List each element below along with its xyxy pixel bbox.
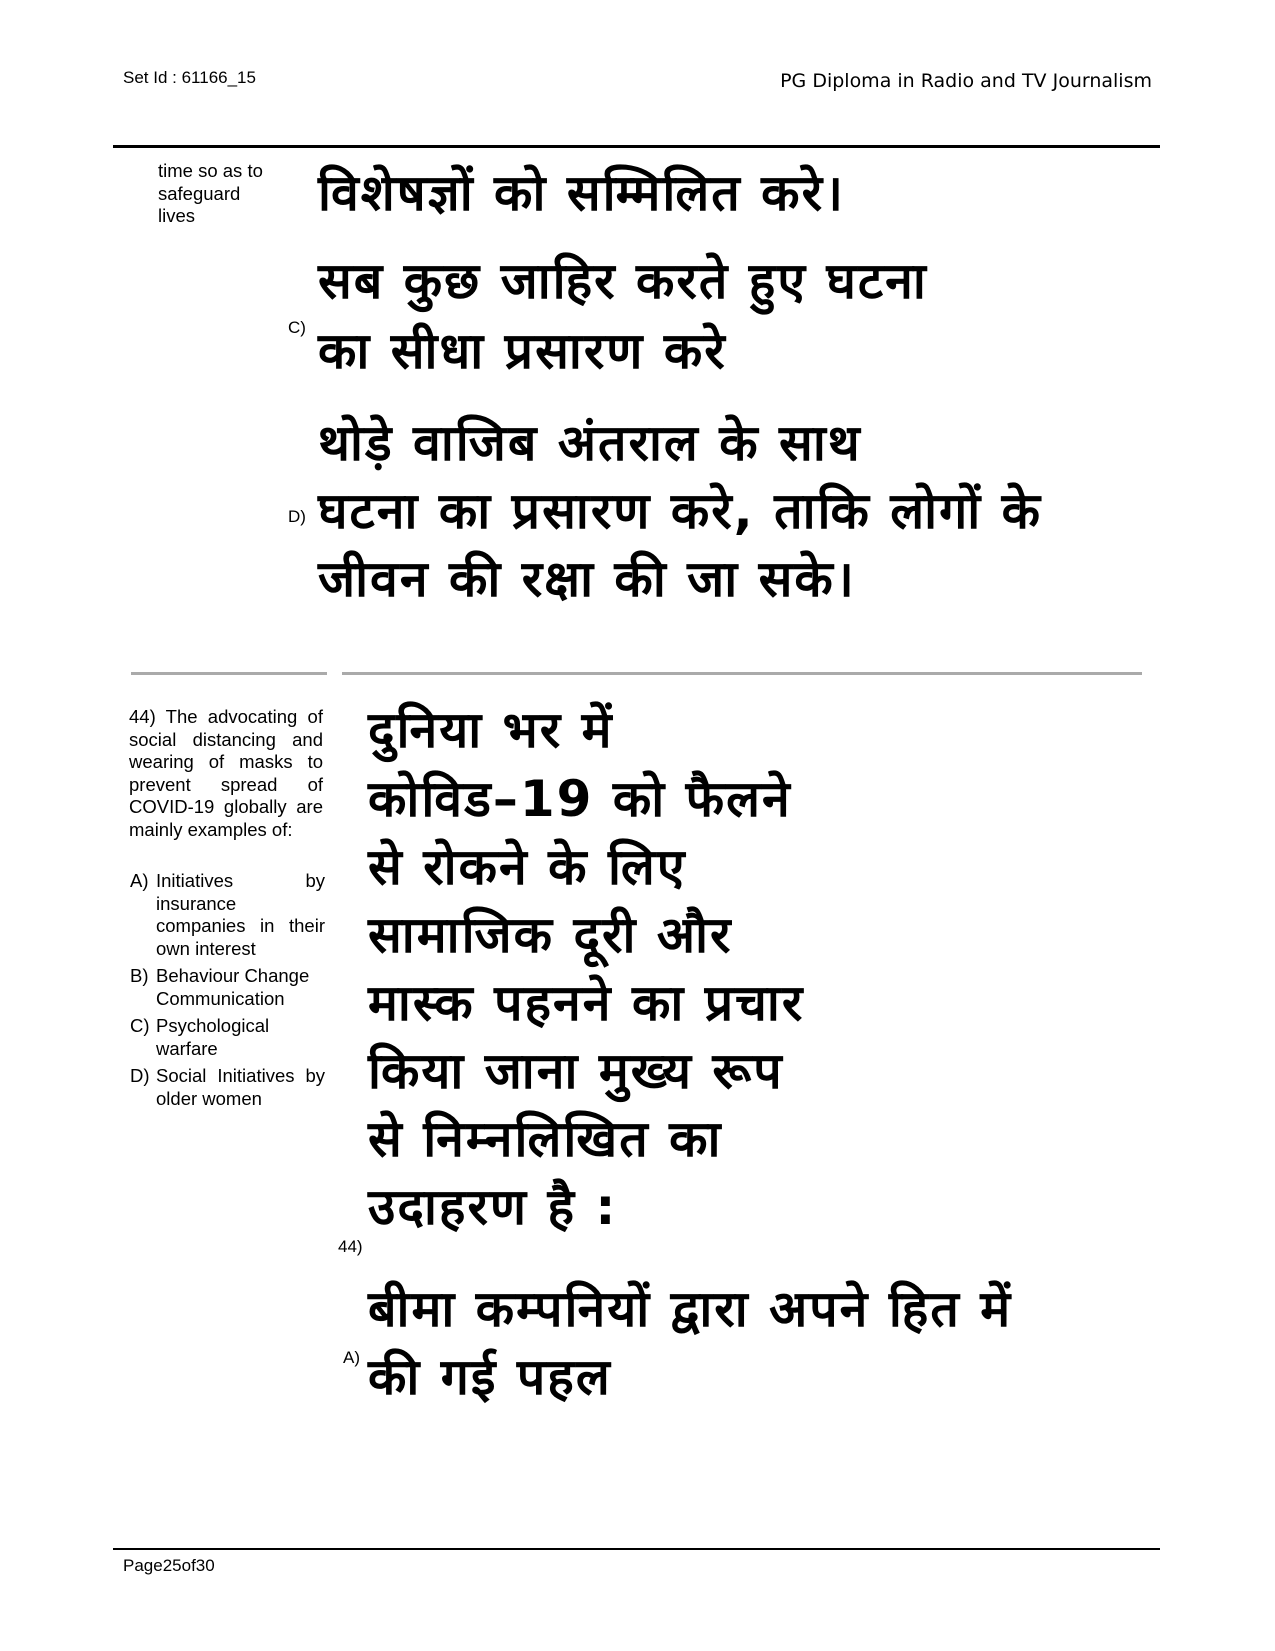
english-option-d xyxy=(130,1065,325,1110)
option-c-line-1: सब कुछ जाहिर करते हुए घटना xyxy=(318,252,928,310)
english-option-b-text: Behaviour Change Communication xyxy=(156,965,310,1009)
option-d-label: D) xyxy=(288,507,306,526)
hindi-option-a-line-1: बीमा कम्पनियों द्वारा अपने हित में xyxy=(368,1280,1013,1338)
english-options xyxy=(130,870,325,1115)
question-44-hindi-line-7: से निम्नलिखित का xyxy=(368,1110,723,1168)
english-option-c xyxy=(130,1015,325,1060)
prev-question-hindi-tail: विशेषज्ञों को सम्मिलित करे। xyxy=(318,164,845,222)
english-option-d-key: D) xyxy=(130,1065,150,1086)
option-d-line-2: घटना का प्रसारण करे, ताकि लोगों के xyxy=(318,482,1043,540)
question-44-number: 44) xyxy=(338,1237,363,1256)
separator-left xyxy=(131,672,327,675)
question-44-hindi-line-8: उदाहरण है : xyxy=(368,1178,618,1236)
prev-question-english-tail: time so as to safeguard lives xyxy=(158,160,263,226)
question-44-hindi-line-5: मास्क पहनने का प्रचार xyxy=(368,974,805,1032)
question-44-hindi-line-3: से रोकने के लिए xyxy=(368,838,687,896)
question-44-hindi-line-1: दुनिया भर में xyxy=(368,701,614,759)
english-option-c-key: C) xyxy=(130,1015,150,1036)
set-id: Set Id : 61166_15 xyxy=(123,68,256,87)
option-c-line-2: का सीधा प्रसारण करे xyxy=(318,322,727,380)
question-44-english: 44) The advocating of social distancing and wearing of masks to prevent spread of COVID-19 globally are mainly examples of: xyxy=(129,706,323,840)
english-option-b xyxy=(130,965,325,1010)
question-44-hindi-line-4: सामाजिक दूरी और xyxy=(368,906,733,964)
english-option-a-key: A) xyxy=(130,870,149,891)
course-title: PG Diploma in Radio and TV Journalism xyxy=(780,70,1152,92)
english-option-b-key: B) xyxy=(130,965,149,986)
hindi-option-a-label: A) xyxy=(343,1348,360,1367)
question-44-hindi-line-2: कोविड–19 को फैलने xyxy=(368,770,792,828)
english-option-c-text: Psychological warfare xyxy=(156,1015,270,1059)
option-c-label: C) xyxy=(288,318,306,337)
hindi-option-a-line-2: की गई पहल xyxy=(368,1348,612,1406)
footer-rule xyxy=(113,1548,1160,1550)
english-option-d-text: Social Initiatives by older women xyxy=(156,1065,325,1109)
english-option-a-text: Initiatives by insurance companies in their own interest xyxy=(156,870,325,959)
english-option-a xyxy=(130,870,325,960)
question-44-hindi-line-6: किया जाना मुख्य रूप xyxy=(368,1042,784,1100)
option-d-line-1: थोड़े वाजिब अंतराल के साथ xyxy=(318,414,862,472)
header-rule xyxy=(113,145,1160,148)
page-number: Page25of30 xyxy=(123,1556,215,1575)
option-d-line-3: जीवन की रक्षा की जा सके। xyxy=(318,550,856,608)
